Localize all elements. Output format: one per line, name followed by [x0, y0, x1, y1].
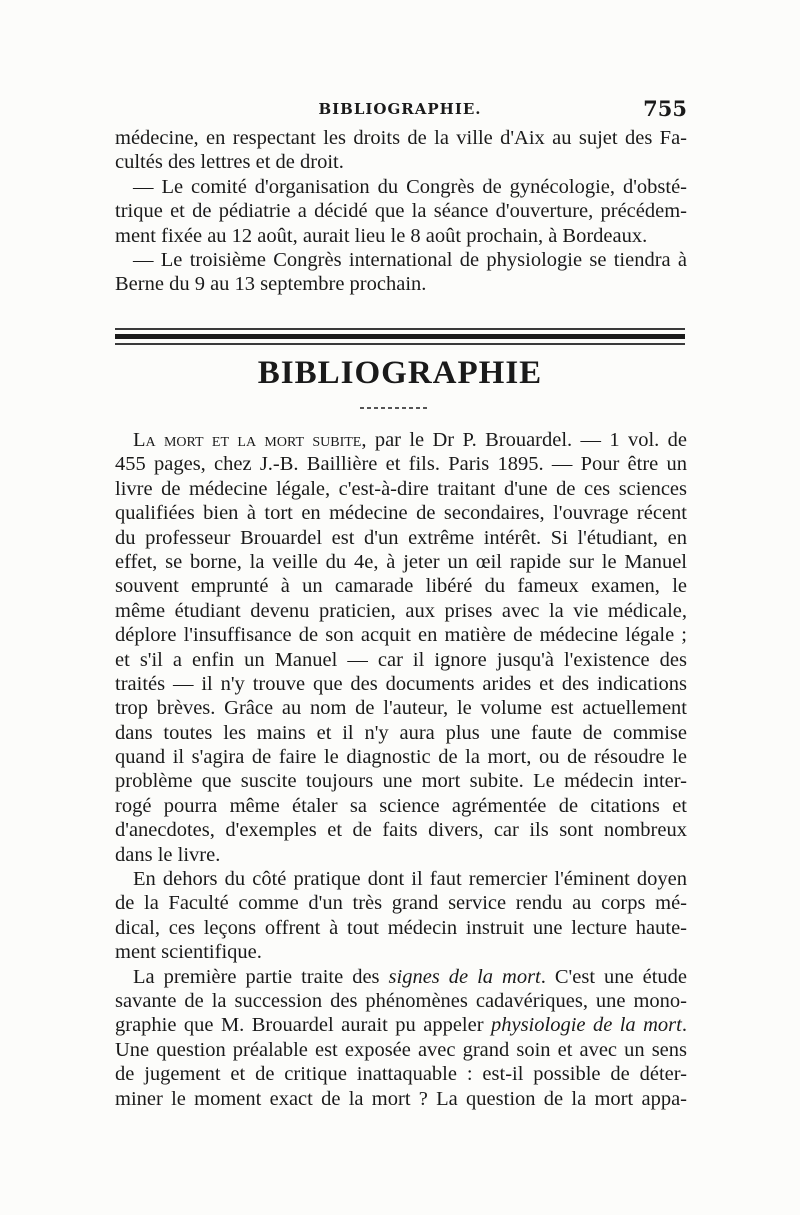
- news-line: cultés des lettres et de droit.: [115, 151, 344, 174]
- section-rule-thick: [115, 334, 685, 339]
- news-line: trique et de pédiatrie a décidé que la séance d'ouverture, précédem-: [115, 200, 687, 223]
- review-line: qualifiées bien à tort en médecine de secondaires, l'ouvrage récent: [115, 502, 687, 525]
- review-line: trop brèves. Grâce au nom de l'auteur, le volume est actuellement: [115, 697, 687, 720]
- section-rule-bottom: [115, 343, 685, 345]
- running-head: [115, 96, 687, 124]
- news-line: ment fixée au 12 août, aurait lieu le 8 août prochain, à Bordeaux.: [115, 224, 648, 247]
- news-line: Berne du 9 au 13 septembre prochain.: [115, 273, 427, 296]
- review-line: quand il s'agira de faire le diagnostic de la mort, ou de résoudre le: [115, 746, 687, 769]
- review-line: souvent emprunté à un camarade libéré du fameux examen, le: [115, 575, 687, 598]
- section-rule-top: [115, 328, 685, 330]
- review-first-line: [115, 428, 687, 452]
- title-ornament: [360, 407, 430, 409]
- review-line: miner le moment exact de la mort ? La question de la mort appa-: [115, 1087, 687, 1110]
- review-line: 455 pages, chez J.-B. Baillière et fils. Paris 1895. — Pour être un: [115, 453, 687, 476]
- italic-run: physiologie de la mort: [490, 1014, 682, 1037]
- review-line: déplore l'insuffisance de son acquit en matière de médecine légale ;: [115, 624, 687, 647]
- review-text: [115, 428, 687, 1111]
- text-run: .: [681, 1014, 687, 1037]
- page-number: 755: [643, 96, 687, 121]
- review-line: livre de médecine légale, c'est-à-dire traitant d'une de ces sciences: [115, 477, 687, 500]
- review-line: ment scientifique.: [115, 941, 262, 964]
- review-line: de jugement et de critique inattaquable : est-il possible de déter-: [115, 1063, 687, 1086]
- review-line: savante de la succession des phénomènes cadavériques, une mono-: [115, 989, 687, 1012]
- review-line: dans toutes les mains et il n'y aura plus une faute de commise: [115, 721, 687, 744]
- running-title: BIBLIOGRAPHIE.: [318, 100, 482, 118]
- news-items: [115, 126, 687, 297]
- review-line-rest: , par le Dr P. Brouardel. — 1 vol. de: [361, 429, 687, 451]
- review-line: dans le livre.: [115, 843, 221, 866]
- book-title: La mort et la mort subite: [133, 429, 362, 451]
- review-line: du professeur Brouardel est d'un extrême intérêt. Si l'étudiant, en: [115, 526, 687, 549]
- review-line: dical, ces leçons offrent à tout médecin instruit une lecture haute-: [115, 916, 687, 939]
- section-title: BIBLIOGRAPHIE: [257, 355, 543, 391]
- review-line: et s'il a enfin un Manuel — car il ignore jusqu'à l'existence des: [115, 648, 687, 671]
- news-line: — Le troisième Congrès international de physiologie se tiendra à: [133, 248, 687, 271]
- review-line: Une question préalable est exposée avec grand soin et avec un sens: [115, 1038, 687, 1061]
- text-run: graphie que M. Brouardel aurait pu appeler: [115, 1014, 491, 1037]
- text-run: La première partie traite des: [133, 965, 389, 988]
- review-line: traités — il n'y trouve que des documents arides et des indications: [115, 672, 687, 695]
- news-line: médecine, en respectant les droits de la ville d'Aix au sujet des Fa-: [115, 127, 687, 149]
- review-line: de la Faculté comme d'un très grand service rendu au corps mé-: [115, 892, 687, 915]
- text-run: . C'est une étude: [540, 965, 687, 988]
- review-line: problème que suscite toujours une mort subite. Le médecin inter-: [115, 770, 687, 793]
- review-line: rogé pourra même étaler sa science agrémentée de citations et: [115, 794, 687, 817]
- news-line: — Le comité d'organisation du Congrès de gynécologie, d'obsté-: [133, 175, 687, 198]
- review-paragraph-3-line: [115, 965, 687, 989]
- review-line: d'anecdotes, d'exemples et de faits divers, car ils sont nombreux: [115, 819, 687, 842]
- review-line: effet, se borne, la veille du 4e, à jeter un œil rapide sur le Manuel: [115, 550, 687, 573]
- review-paragraph-3-line: [115, 1013, 687, 1037]
- review-line: même étudiant devenu praticien, aux prises avec la vie médicale,: [115, 599, 687, 622]
- italic-run: signes de la mort: [388, 965, 541, 988]
- review-line: En dehors du côté pratique dont il faut remercier l'éminent doyen: [133, 868, 687, 891]
